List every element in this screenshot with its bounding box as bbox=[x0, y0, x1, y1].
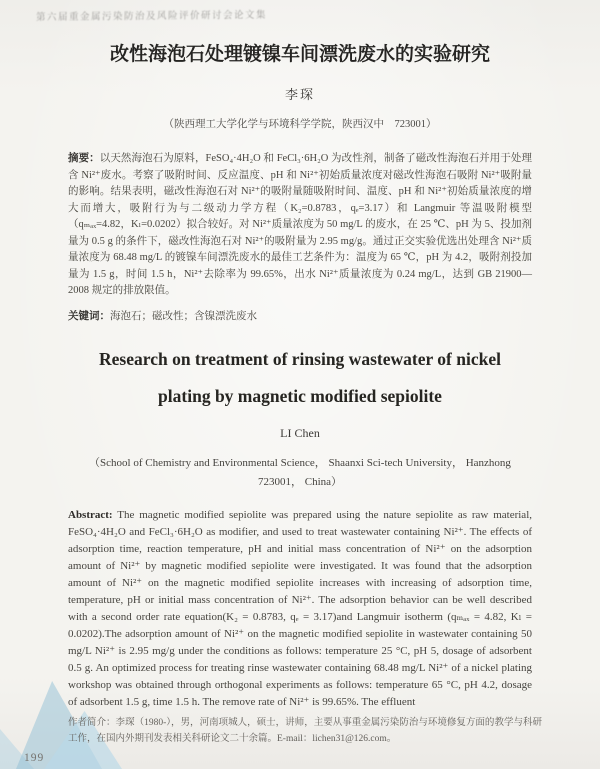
english-abstract-label: Abstract: bbox=[68, 508, 113, 521]
chinese-keywords-label: 关键词： bbox=[68, 309, 110, 322]
english-title-line1: Research on treatment of rinsing wastewater of nickel bbox=[99, 348, 501, 369]
chinese-affiliation: （陕西理工大学化学与环境科学学院，陕西汉中 723001） bbox=[163, 119, 437, 130]
chinese-abstract-label: 摘要： bbox=[68, 152, 100, 164]
english-abstract-text: The magnetic modified sepiolite was prepared using the nature sepiolite as raw material, FeSO₄·4H₂O and FeCl₃·6H₂O as modifier, and used to treat wastewater containing Ni²⁺. The effects of adsorption time, reaction temperature, pH and initial mass concentration of Ni²⁺ on the adsorption amount of Ni²⁺ by magnetic modified sepiolite were investigated. It was found that the adsorption amount of Ni²⁺ on the magnetic modified sepiolite increases with increasing of adsorption time, temperature, pH or initial mass concentration of Ni²⁺. The adsorption behavior can be well described with a second order rate equation(K₂ = 0.8783, qₑ = 3.17)and Langmuir isotherm (qₘₐₓ = 4.82, Kₗ = 0.0202).The adsorption amount of Ni²⁺ on the magnetic modified sepiolite in wastewater containing 50 mg/L Ni²⁺ is 2.95 mg/g under the conditions as follows: temperature 25 °C, pH 5, dosage of adsorbent 0.5 g. An optimized process for treating rinse wastewater containing 68.48 mg/L Ni²⁺ of a nickel plating workshop was obtained through orthogonal experiments as follows: temperature 65 °C, pH 4.2, dosage of adsorbent 1.5 g, time 1.5 h. The remove rate of Ni²⁺ is 99.65%. The effluent bbox=[68, 508, 532, 708]
chinese-author: 李琛 bbox=[284, 87, 315, 102]
chinese-abstract-text: 以天然海泡石为原料，FeSO₄·4H₂O 和 FeCl₃·6H₂O 为改性剂，制备了磁改性海泡石并用于处理含 Ni²⁺废水。考察了吸附时间、反应温度、pH 和 Ni²⁺初始质量浓度对磁改性海泡石吸附 Ni²⁺吸附量的影响。结果表明，磁改性海泡石对 Ni²⁺的吸附量随吸附时间、温度、pH 和 Ni²⁺初始质量浓度的增大而增大，吸附行为与二级动力学方程（K₂=0.8783，qₑ=3.17）和 Langmuir 等温吸附模型（qₘₐₓ=4.82，Kₗ=0.0202）拟合较好。对 Ni²⁺质量浓度为 50 mg/L 的废水，在 25 ℃、pH 为 5、投加剂量为 0.5 g 的条件下，磁改性海泡石对 Ni²⁺的吸附量为 2.95 mg/g。通过正交实验优选出处理含 Ni²⁺质量浓度为 68.48 mg/L 的镀镍车间漂洗废水的最佳工艺条件为：温度为 65 ℃，pH 为 4.2，吸附剂投加量为 1.5 g，时间 1.5 h，Ni²⁺去除率为 99.65%，出水 Ni²⁺质量浓度为 0.24 mg/L，达到 GB 21900—2008 规定的排放限值。 bbox=[68, 153, 533, 296]
chinese-title: 改性海泡石处理镀镍车间漂洗废水的实验研究 bbox=[109, 44, 490, 65]
english-affiliation: （School of Chemistry and Environmental Science， Shaanxi Sci-tech University， Hanzhong 723001， China） bbox=[89, 456, 511, 488]
english-title bbox=[68, 341, 532, 415]
chinese-keywords bbox=[68, 308, 532, 325]
author-bio-footnote: 作者简介：李琛（1980-），男，河南项城人，硕士，讲师，主要从事重金属污染防治与环境修复方面的教学与科研工作，在国内外期刊发表相关科研论文二十余篇。E-mail：lichen31@126.com。 bbox=[68, 718, 542, 744]
page-number: 199 bbox=[24, 752, 45, 764]
english-abstract bbox=[68, 507, 532, 711]
chinese-keywords-text: 海泡石；磁改性；含镍漂洗废水 bbox=[110, 310, 257, 322]
conference-watermark: 第六届重金属污染防治及风险评价研讨会论文集 bbox=[35, 10, 268, 24]
english-author: LI Chen bbox=[280, 425, 320, 440]
english-title-line2: plating by magnetic modified sepiolite bbox=[158, 385, 442, 406]
chinese-abstract bbox=[68, 150, 532, 300]
